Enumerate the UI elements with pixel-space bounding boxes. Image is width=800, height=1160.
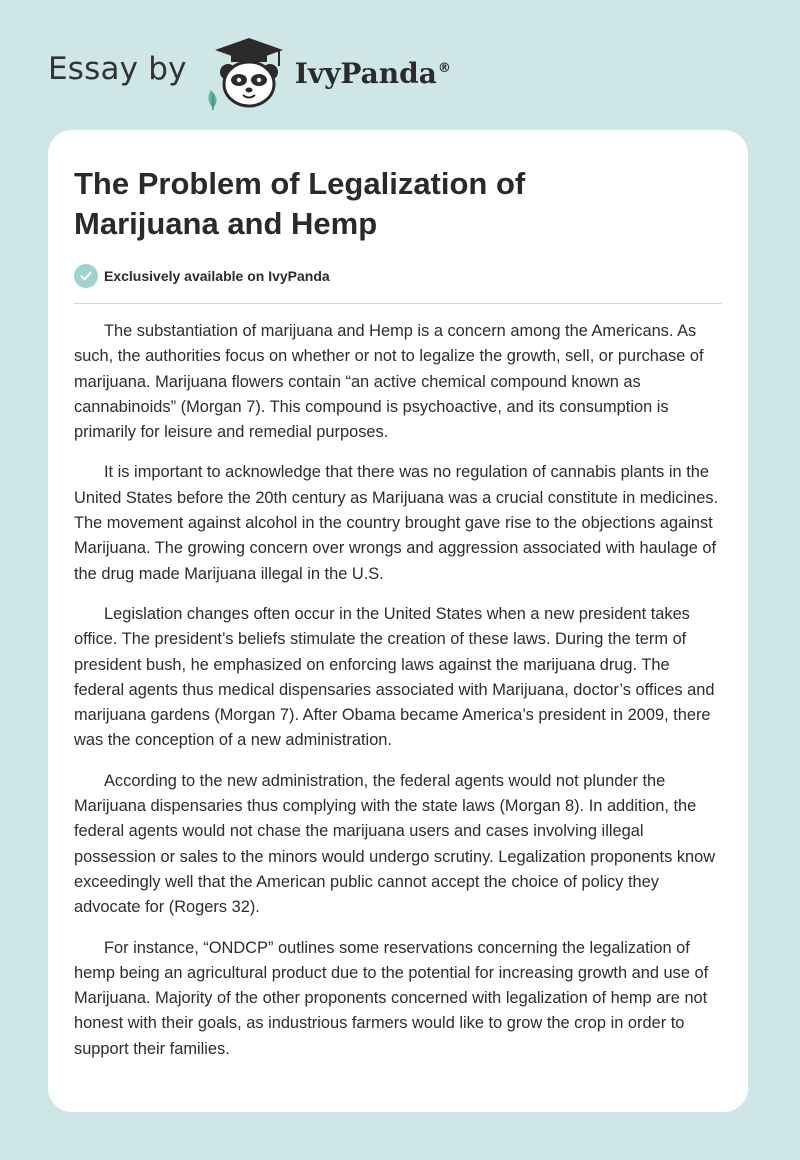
panda-graduate-icon: [201, 34, 291, 110]
essay-card: [48, 130, 748, 1112]
exclusive-badge: [74, 264, 330, 288]
paragraph: It is important to acknowledge that there was no regulation of cannabis plants in the United States before the 20th century as Marijuana was a crucial constitute in medicines. The movement against alcohol in the country brought gave rise to the objections against Marijuana. The growing concern over wrongs and aggression associated with haulage of the drug made Marijuana illegal in the U.S.: [74, 463, 719, 583]
check-icon: [74, 264, 98, 288]
logo-name: IvyPanda®: [294, 56, 451, 90]
site-logo[interactable]: [48, 34, 451, 110]
badge-label: Exclusively available on IvyPanda: [104, 268, 330, 284]
logo-prefix: Essay by: [48, 51, 187, 87]
essay-body: [74, 319, 724, 1077]
paragraph: According to the new administration, the federal agents would not plunder the Marijuana dispensaries thus complying with the state laws (Morgan 8). In addition, the federal agents would not chase the marijuana users and cases involving illegal possession or sales to the minors would undergo scrutiny. Legalization proponents know exceedingly well that the American public cannot accept the choice of policy they advocate for (Rogers 32).: [74, 771, 716, 917]
paragraph: For instance, “ONDCP” outlines some reservations concerning the legalization of hemp being an agricultural product due to the potential for increasing growth and use of Marijuana. Majority of the other proponents concerned with legalization of hemp are not honest with their goals, as industrious farmers would like to grow the crop in order to support their families.: [74, 938, 709, 1058]
registered-mark: ®: [437, 61, 451, 77]
essay-title: The Problem of Legalization of Marijuana and Hemp: [74, 166, 526, 241]
paragraph: The substantiation of marijuana and Hemp is a concern among the Americans. As such, the authorities focus on whether or not to legalize the growth, sell, or purchase of marijuana. Marijuana flowers contain “an active chemical compound known as cannabinoids” (Morgan 7). This compound is psychoactive, and its consumption is primarily for leisure and remedial purposes.: [74, 322, 704, 442]
paragraph: Legislation changes often occur in the United States when a new president takes office. The president’s beliefs stimulate the creation of these laws. During the term of president bush, he emphasized on enforcing laws against the marijuana drug. The federal agents thus medical dispensaries associated with Marijuana, doctor’s offices and marijuana gardens (Morgan 7). After Obama became America’s president in 2009, there was the conception of a new administration.: [74, 604, 715, 750]
divider: [74, 303, 722, 304]
